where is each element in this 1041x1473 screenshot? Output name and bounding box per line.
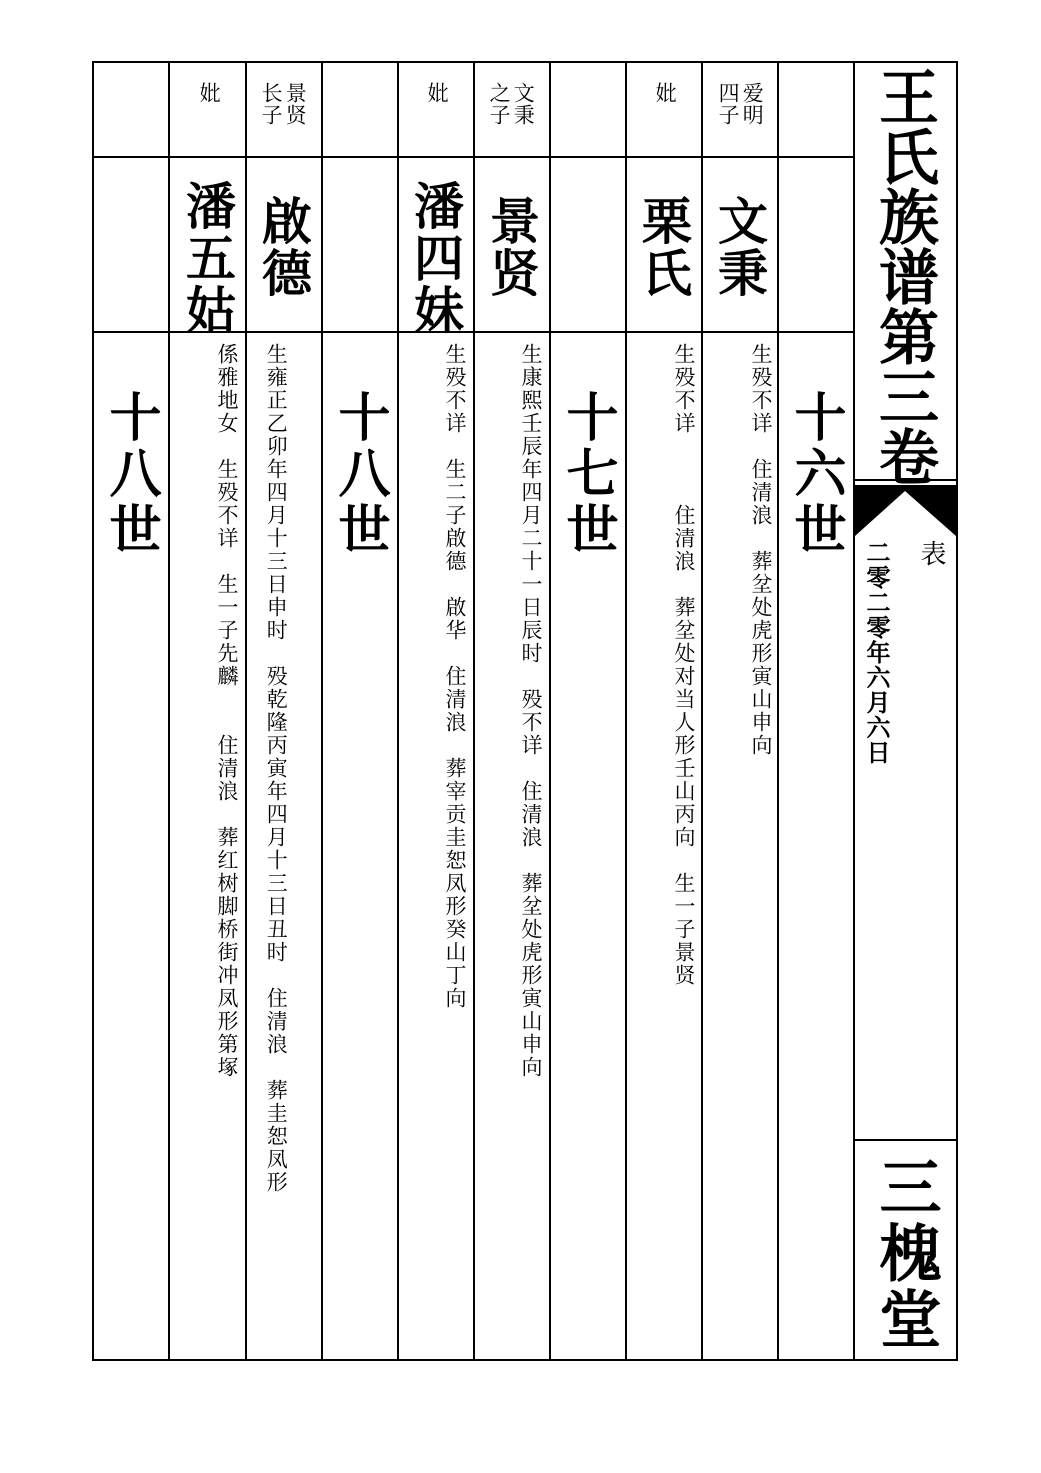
column-divider bbox=[625, 61, 627, 1361]
generation-label: 十八世 bbox=[100, 390, 161, 558]
person-relation: 景贤 长子 bbox=[259, 82, 308, 126]
hall-name: 三槐堂 bbox=[869, 1155, 942, 1353]
row-divider bbox=[92, 156, 854, 158]
column-divider bbox=[777, 61, 779, 1361]
person-relation: 妣 bbox=[425, 82, 450, 104]
book-title: 王氏族谱第三卷 bbox=[869, 66, 939, 486]
generation-label: 十七世 bbox=[557, 390, 618, 558]
person-name: 啟德 bbox=[254, 195, 313, 299]
column-divider bbox=[168, 61, 170, 1361]
table-kind-label: 表 bbox=[916, 540, 946, 566]
hall-divider bbox=[853, 1139, 958, 1141]
person-name: 潘五姑 bbox=[178, 180, 237, 336]
person-relation: 文秉 之子 bbox=[487, 82, 536, 126]
person-bio: 係雅地女 生殁不详 生一子先麟 住清浪 葬红树脚桥街冲凤形第塚 bbox=[215, 343, 239, 1079]
column-divider bbox=[701, 61, 703, 1361]
date-text: 二零二零年六月六日 bbox=[862, 540, 891, 765]
generation-label: 十六世 bbox=[785, 390, 846, 558]
column-divider bbox=[245, 61, 247, 1361]
person-bio: 生雍正乙卯年四月十三日申时 殁乾隆丙寅年四月十三日丑时 住清浪 葬圭恕凤形 bbox=[264, 343, 289, 1194]
column-divider bbox=[397, 61, 399, 1361]
chevron-ornament bbox=[855, 486, 956, 536]
generation-label: 十八世 bbox=[329, 390, 390, 558]
person-relation: 妣 bbox=[653, 82, 678, 104]
person-relation: 爱明 四子 bbox=[716, 82, 765, 126]
person-bio: 生殁不详 住清浪 葬坌处对当人形壬山丙向 生一子景贤 bbox=[672, 343, 696, 987]
person-relation: 妣 bbox=[197, 82, 222, 104]
column-divider bbox=[549, 61, 551, 1361]
person-name: 文秉 bbox=[710, 195, 769, 299]
person-bio: 生康熙壬辰年四月二十一日辰时 殁不详 住清浪 葬坌处虎形寅山申向 bbox=[519, 343, 543, 1079]
column-divider bbox=[853, 61, 855, 1361]
person-name: 潘四妹 bbox=[406, 180, 465, 336]
person-name: 栗氏 bbox=[634, 195, 693, 299]
column-divider bbox=[473, 61, 475, 1361]
person-name: 景贤 bbox=[482, 195, 541, 299]
person-bio: 生殁不详 生二子啟德 啟华 住清浪 葬宰贡圭恕凤形癸山丁向 bbox=[443, 343, 467, 1010]
column-divider bbox=[321, 61, 323, 1361]
person-bio: 生殁不详 住清浪 葬坌处虎形寅山申向 bbox=[749, 343, 773, 757]
